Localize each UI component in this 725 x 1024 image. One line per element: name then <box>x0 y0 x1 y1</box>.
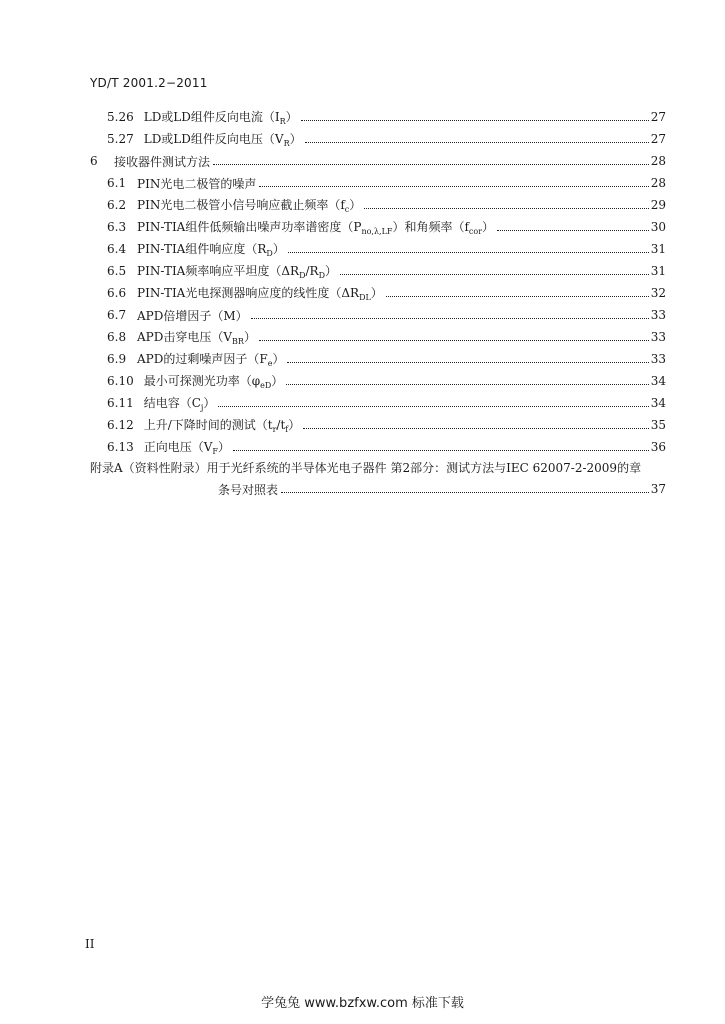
dot-leader <box>301 119 649 121</box>
toc-entry-title: APD击穿电压$(V_{BR})$ <box>137 330 256 346</box>
toc-entry-number: 6.13 <box>107 440 134 454</box>
dot-leader <box>213 163 649 165</box>
page-number-roman: II <box>85 937 95 951</box>
toc-entry-title: 上升/下降时间的测试$(t_r/t_f)$ <box>143 418 301 434</box>
dot-leader <box>259 339 649 341</box>
toc-entry-page-number: 30 <box>650 220 666 234</box>
toc-entry[interactable] <box>107 128 666 150</box>
toc-entry-number: 6.10 <box>107 374 134 388</box>
toc-entry-title: LD或LD组件反向电压$(V_R)$ <box>143 132 302 148</box>
dot-leader <box>218 405 648 407</box>
toc-entry-page-number: 31 <box>650 264 666 278</box>
toc-entry[interactable] <box>90 150 666 172</box>
toc-entry-page-number: 36 <box>650 440 666 454</box>
dot-leader <box>286 383 648 385</box>
toc-entry-title: PIN-TIA组件响应度$(R_D)$ <box>137 242 285 258</box>
dot-leader <box>303 427 648 429</box>
toc-entry[interactable] <box>107 238 666 260</box>
toc-entry[interactable] <box>107 348 666 370</box>
toc-entry-page-number: 33 <box>650 352 666 366</box>
toc-entry-page-number: 35 <box>650 418 666 432</box>
toc-entry-page-number: 31 <box>650 242 666 256</box>
toc-entry-number: 5.26 <box>107 110 134 124</box>
toc-entry-title: 正向电压$(V_F)$ <box>143 440 230 456</box>
toc-entry-title: PIN光电二极管的噪声 <box>137 176 257 191</box>
toc-entry-number: 5.27 <box>107 132 134 146</box>
toc-entry-page-number: 33 <box>650 308 666 322</box>
toc-entry[interactable] <box>107 304 666 326</box>
toc-entry-page-number: 33 <box>650 330 666 344</box>
toc-entry-number: 6.8 <box>107 330 127 344</box>
toc-entry-page-number: 27 <box>650 132 666 146</box>
toc-entry-number: 6.1 <box>107 176 127 190</box>
toc-entry-number: 6.12 <box>107 418 134 432</box>
toc-entry-page-number: 34 <box>650 396 666 410</box>
dot-leader <box>251 317 649 319</box>
dot-leader <box>305 141 649 143</box>
toc-entry-number: 6.3 <box>107 220 127 234</box>
toc-entry-title: 结电容$(C_j)$ <box>143 396 216 412</box>
toc-entry-page-number: 34 <box>650 374 666 388</box>
appendix-page-number: 37 <box>650 482 666 496</box>
toc-entry-title: PIN-TIA组件低频输出噪声功率谱密度$(P_{no,\lambda,LF})$和角频率$(f_{cor})$ <box>137 220 495 236</box>
toc-entry-number: 6.2 <box>107 198 127 212</box>
toc-entry-number: 6.6 <box>107 286 127 300</box>
toc-entry-number: 6.5 <box>107 264 127 278</box>
toc-entry-title: 最小可探测光功率$(\varphi_{eD})$ <box>143 374 284 390</box>
toc-entry-page-number: 32 <box>650 286 666 300</box>
dot-leader <box>497 229 649 231</box>
dot-leader <box>281 491 649 493</box>
toc-entry-number: 6 <box>90 154 98 168</box>
dot-leader <box>233 449 649 451</box>
dot-leader <box>287 361 648 363</box>
toc-entry[interactable] <box>107 436 666 458</box>
toc-entry[interactable] <box>107 392 666 414</box>
toc-entry-title: PIN-TIA光电探测器响应度的线性度$(\Delta R_{DL})$ <box>137 286 383 302</box>
watermark-text: 学兔兔 www.bzfxw.com 标准下载 <box>261 996 464 1011</box>
toc-entry-page-number: 27 <box>650 110 666 124</box>
toc-entry[interactable] <box>107 172 666 194</box>
toc-entry-title: PIN光电二极管小信号响应截止频率$(f_c)$ <box>137 198 362 214</box>
dot-leader <box>364 207 648 209</box>
toc-entry-page-number: 29 <box>650 198 666 212</box>
appendix-entry-line2[interactable] <box>218 478 666 500</box>
toc-entry[interactable] <box>107 260 666 282</box>
document-id-header: YD/T 2001.2−2011 <box>90 76 208 90</box>
toc-entry[interactable] <box>107 282 666 304</box>
toc-entry-number: 6.11 <box>107 396 134 410</box>
toc-entry[interactable] <box>107 326 666 348</box>
dot-leader <box>259 185 648 187</box>
appendix-entry-line1: 附录A（资料性附录）用于光纤系统的半导体光电子器件 第2部分：测试方法与IEC 62007-2-2009的章 <box>90 461 642 475</box>
toc-entry[interactable] <box>107 414 666 436</box>
toc-entry-page-number: 28 <box>650 154 666 168</box>
toc-entry[interactable] <box>107 216 666 238</box>
toc-entry-title: PIN-TIA频率响应平坦度$(\Delta R_D/R_D)$ <box>137 264 337 280</box>
toc-entry-page-number: 28 <box>650 176 666 190</box>
toc-entry[interactable] <box>107 370 666 392</box>
toc-entry-title: APD倍增因子（M） <box>137 308 248 323</box>
dot-leader <box>288 251 649 253</box>
dot-leader <box>386 295 649 297</box>
toc-entry[interactable] <box>107 194 666 216</box>
toc-entry-title: LD或LD组件反向电流$(I_R)$ <box>143 110 298 126</box>
toc-entry-title: 接收器件测试方法 <box>114 154 211 169</box>
dot-leader <box>340 273 649 275</box>
toc-entry-number: 6.7 <box>107 308 127 322</box>
appendix-entry-title: 条号对照表 <box>218 482 279 497</box>
toc-entry-title: APD的过剩噪声因子$(F_e)$ <box>137 352 285 368</box>
toc-entry[interactable] <box>107 106 666 128</box>
toc-entry-number: 6.4 <box>107 242 127 256</box>
toc-entry-number: 6.9 <box>107 352 127 366</box>
